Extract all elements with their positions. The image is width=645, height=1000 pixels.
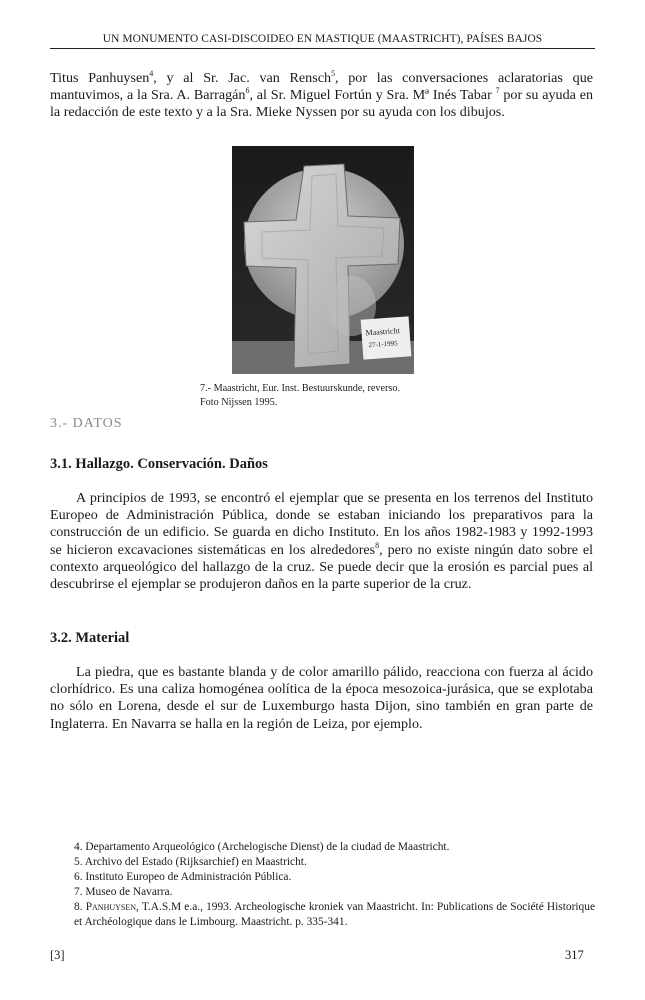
paragraph-material: La piedra, que es bastante blanda y de color amarillo pálido, reacciona con fuerza al ácido clorhídrico. Es una caliza homogénea oolítica de la época mesozoica-jurásica, que se explotaba no sólo en Lorena, desde el sur de Luxemburgo hasta Dijon, sino también en gran parte de Inglaterra. En Navarra se halla en la región de Leiza, por ejemplo. bbox=[50, 664, 593, 732]
running-head: UN MONUMENTO CASI-DISCOIDEO EN MASTIQUE (MAASTRICHT), PAÍSES BAJOS bbox=[50, 33, 595, 49]
text: por su ayuda en la redacción de este texto y a la Sra. Mieke Nyssen por su ayuda con los dibujos. bbox=[50, 87, 594, 121]
subsection-heading-3-1: 3.1. Hallazgo. Conservación. Daños bbox=[50, 456, 268, 472]
text: , por las conversaciones aclaratorias que mantuvimos, a la Sra. A. Barragán bbox=[50, 70, 593, 104]
page-number: 317 bbox=[565, 948, 584, 962]
footnote: 6. Instituto Europeo de Administración Pública. bbox=[74, 871, 292, 884]
text: , al Sr. Miguel Fortún y Sra. Mª Inés Tabar bbox=[249, 87, 496, 104]
photo-label-line1: Maastricht bbox=[365, 326, 401, 338]
footnote: 5. Archivo del Estado (Rijksarchief) en Maastricht. bbox=[74, 856, 307, 869]
footnote: 7. Museo de Navarra. bbox=[74, 886, 173, 899]
footnotes bbox=[50, 840, 595, 931]
caption-line: 7.- Maastricht, Eur. Inst. Bestuurskunde, reverso. bbox=[200, 383, 401, 394]
text: , pero no existe ningún dato sobre el contexto arqueológico del hallazgo de la cruz. Se puede decir que la erosión es parcial pues al descubrirse el ejemplar se produjeron daños en la parte superior de la cruz. bbox=[50, 541, 593, 593]
footnote-ref: 4 bbox=[149, 69, 154, 78]
paragraph-hallazgo bbox=[50, 490, 593, 593]
footnote-ref: 6 bbox=[245, 86, 250, 96]
photo-label-line2: 27-1-1995 bbox=[368, 339, 398, 350]
page-ref: [3] bbox=[50, 948, 65, 962]
acknowledgements-paragraph bbox=[50, 70, 593, 122]
footnote-ref: 5 bbox=[331, 69, 336, 78]
stone-cross-photo bbox=[232, 146, 414, 374]
text: A principios de 1993, se encontró el ejemplar que se presenta en los terrenos del Instituto Europeo de Administración Pública, donde se estaban iniciando los preparativos para la construcción de un edificio. Se guarda en dicho Instituto. En los años 1982-1983 y 1992-1993 se hicieron excavaciones sistemáticas en los alrededores bbox=[50, 490, 593, 558]
author-name: Panhuysen bbox=[85, 901, 137, 914]
text: Titus Panhuysen bbox=[50, 70, 150, 86]
section-title: 3.- DATOS bbox=[50, 416, 123, 431]
figure-photo bbox=[232, 146, 414, 374]
figure-caption bbox=[200, 382, 500, 410]
footnote-ref: 8 bbox=[375, 540, 380, 550]
footnote: 4. Departamento Arqueológico (Archelogische Dienst) de la ciudad de Maastricht. bbox=[74, 841, 450, 853]
footnote-ref: 7 bbox=[495, 86, 500, 96]
caption-line: Foto Nijssen 1995. bbox=[200, 397, 278, 408]
text: , T.A.S.M e.a., 1993. Archeologische kroniek van Maastricht. In: Publications de Société Historique et Archéologique dans le Limbourg. Maastricht. p. 335-341. bbox=[74, 901, 595, 929]
text: , y al Sr. Jac. van Rensch bbox=[153, 70, 332, 86]
text: 8. bbox=[74, 901, 86, 914]
footnote bbox=[50, 900, 595, 930]
subsection-heading-3-2: 3.2. Material bbox=[50, 630, 130, 646]
